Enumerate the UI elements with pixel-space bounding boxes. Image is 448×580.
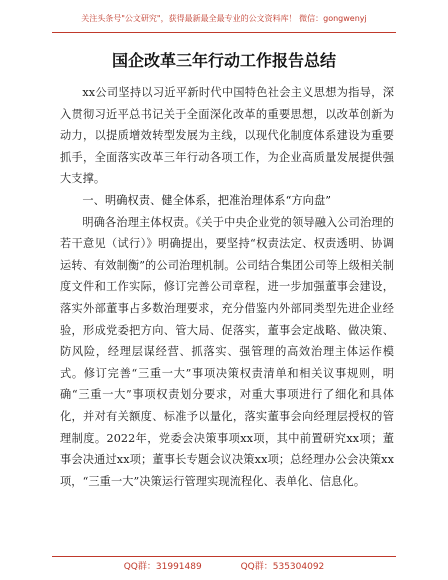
intro-paragraph: xx公司坚持以习近平新时代中国特色社会主义思想为指导，深入贯彻习近平总书记关于全面深化改革的重要思想，以改革创新为动力，以提质增效转型发展为主线，以现代化制度体系建设为重要抓手，全面落实改革三年行动各项工作，为企业高质量发展提供强大支撑。 — [60, 86, 394, 186]
document-body — [60, 82, 394, 492]
footer-divider — [52, 556, 396, 557]
footer-qq-group-1: QQ群：31991489 — [123, 562, 202, 572]
section-heading: 一、明确权责、健全体系，把准治理体系“方向盘” — [82, 193, 332, 207]
body-paragraph: 明确各治理主体权责。《关于中央企业党的领导融入公司治理的若干意见（试行）》明确提出，要坚持“权责法定、权责透明、协调运转、有效制衡”的公司治理机制。公司结合集团公司等上级相关制度文件和工作实际，修订完善公司章程，进一步加强董事会建设，落实外部董事占多数治理要求，充分借鉴内外部同类型先进企业经验，形成党委把方向、管大局、促落实，董事会定战略、做决策、防风险，经理层谋经营、抓落实、强管理的高效治理主体运作模式。修订完善“三重一大”事项决策权责清单和相关议事规则，明确“三重一大”事项权责划分要求，对重大事项进行了细化和具体化，并对有关额度、标准予以量化，落实董事会向经理层授权的管理制度。2022年，党委会决策事项xx项，其中前置研究xx项；董事会决通过xx项；董事长专题会议决策xx项；总经理办公会决策xx项，“三重一大”决策运行管理实现流程化、表单化、信息化。 — [60, 215, 394, 488]
footer-qq-group-2: QQ群：535304092 — [240, 562, 325, 572]
document-title: 国企改革三年行动工作报告总结 — [111, 51, 336, 70]
footer — [0, 561, 448, 573]
header-divider — [52, 32, 396, 33]
header-banner: 关注头条号"公文研究"，获得最新最全最专业的公文资料库！ 微信：gongwenyj — [81, 14, 367, 23]
